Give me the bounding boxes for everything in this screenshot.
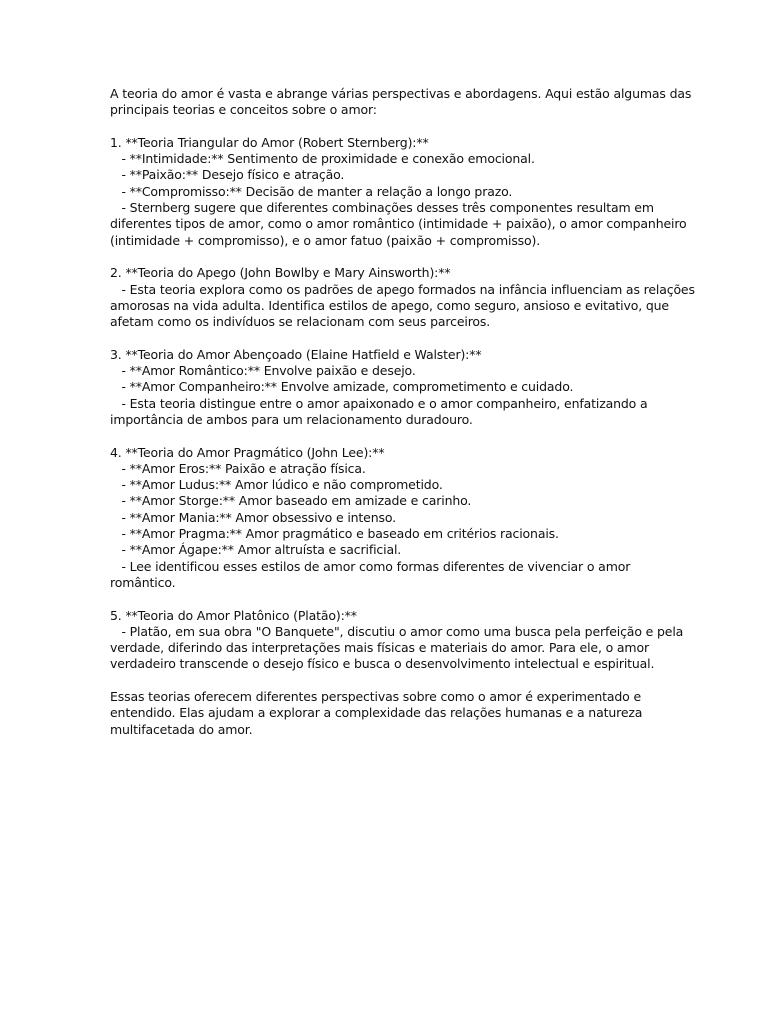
text-line: romântico.: [110, 574, 176, 590]
blank-line: [110, 249, 670, 265]
section-heading: 1. **Teoria Triangular do Amor (Robert Sternberg):**: [110, 134, 429, 150]
text-line: - **Amor Storge:** Amor baseado em amizade e carinho.: [110, 493, 472, 509]
text-line: - **Compromisso:** Decisão de manter a relação a longo prazo.: [110, 183, 513, 199]
text-line: - **Intimidade:** Sentimento de proximidade e conexão emocional.: [110, 151, 535, 167]
text-line: - **Paixão:** Desejo físico e atração.: [110, 167, 345, 183]
text-line: - Platão, em sua obra "O Banquete", discutiu o amor como uma busca pela perfeição e pela: [110, 623, 684, 639]
text-line: principais teorias e conceitos sobre o amor:: [110, 102, 377, 118]
text-line: - Sternberg sugere que diferentes combinações desses três componentes resultam em: [110, 200, 654, 216]
text-line: - **Amor Romântico:** Envolve paixão e desejo.: [110, 363, 416, 379]
section-heading: 5. **Teoria do Amor Platônico (Platão):**: [110, 607, 357, 623]
text-line: A teoria do amor é vasta e abrange várias perspectivas e abordagens. Aqui estão algumas das: [110, 86, 692, 101]
blank-line: [110, 428, 670, 444]
text-line: (intimidade + compromisso), e o amor fatuo (paixão + compromisso).: [110, 232, 541, 248]
text-line: verdadeiro transcende o desejo físico e busca o desenvolvimento intelectual e espiritual.: [110, 656, 655, 672]
text-line: - **Amor Eros:** Paixão e atração física.: [110, 460, 366, 476]
blank-line: [110, 591, 670, 607]
text-line: diferentes tipos de amor, como o amor romântico (intimidade + paixão), o amor companheiro: [110, 216, 687, 232]
text-line: - **Amor Pragma:** Amor pragmático e baseado em critérios racionais.: [110, 526, 559, 542]
text-line: afetam como os indivíduos se relacionam com seus parceiros.: [110, 314, 491, 330]
section-heading: 3. **Teoria do Amor Abençoado (Elaine Hatfield e Walster):**: [110, 346, 482, 362]
blank-line: [110, 673, 670, 689]
text-line: - **Amor Ludus:** Amor lúdico e não comprometido.: [110, 477, 443, 493]
blank-line: [110, 119, 670, 135]
text-line: - **Amor Ágape:** Amor altruísta e sacrificial.: [110, 542, 402, 558]
text-line: - **Amor Mania:** Amor obsessivo e intenso.: [110, 509, 396, 525]
text-line: - Lee identificou esses estilos de amor como formas diferentes de vivenciar o amor: [110, 558, 631, 574]
text-line: - Esta teoria distingue entre o amor apaixonado e o amor companheiro, enfatizando a: [110, 395, 648, 411]
text-line: verdade, diferindo das interpretações mais físicas e materiais do amor. Para ele, o amor: [110, 640, 649, 656]
blank-line: [110, 330, 670, 346]
document-body: [110, 86, 695, 738]
section-heading: 4. **Teoria do Amor Pragmático (John Lee):**: [110, 444, 385, 460]
text-line: Essas teorias oferecem diferentes perspectivas sobre como o amor é experimentado e: [110, 688, 642, 704]
text-line: - **Amor Companheiro:** Envolve amizade, comprometimento e cuidado.: [110, 379, 574, 395]
text-line: multifacetada do amor.: [110, 721, 253, 737]
text-line: entendido. Elas ajudam a explorar a complexidade das relações humanas e a natureza: [110, 705, 643, 721]
text-line: amorosas na vida adulta. Identifica estilos de apego, como seguro, ansioso e evitativo, que: [110, 297, 669, 313]
text-line: importância de ambos para um relacionamento duradouro.: [110, 411, 473, 427]
section-heading: 2. **Teoria do Apego (John Bowlby e Mary Ainsworth):**: [110, 265, 451, 281]
text-line: - Esta teoria explora como os padrões de apego formados na infância influenciam as relações: [110, 281, 695, 297]
